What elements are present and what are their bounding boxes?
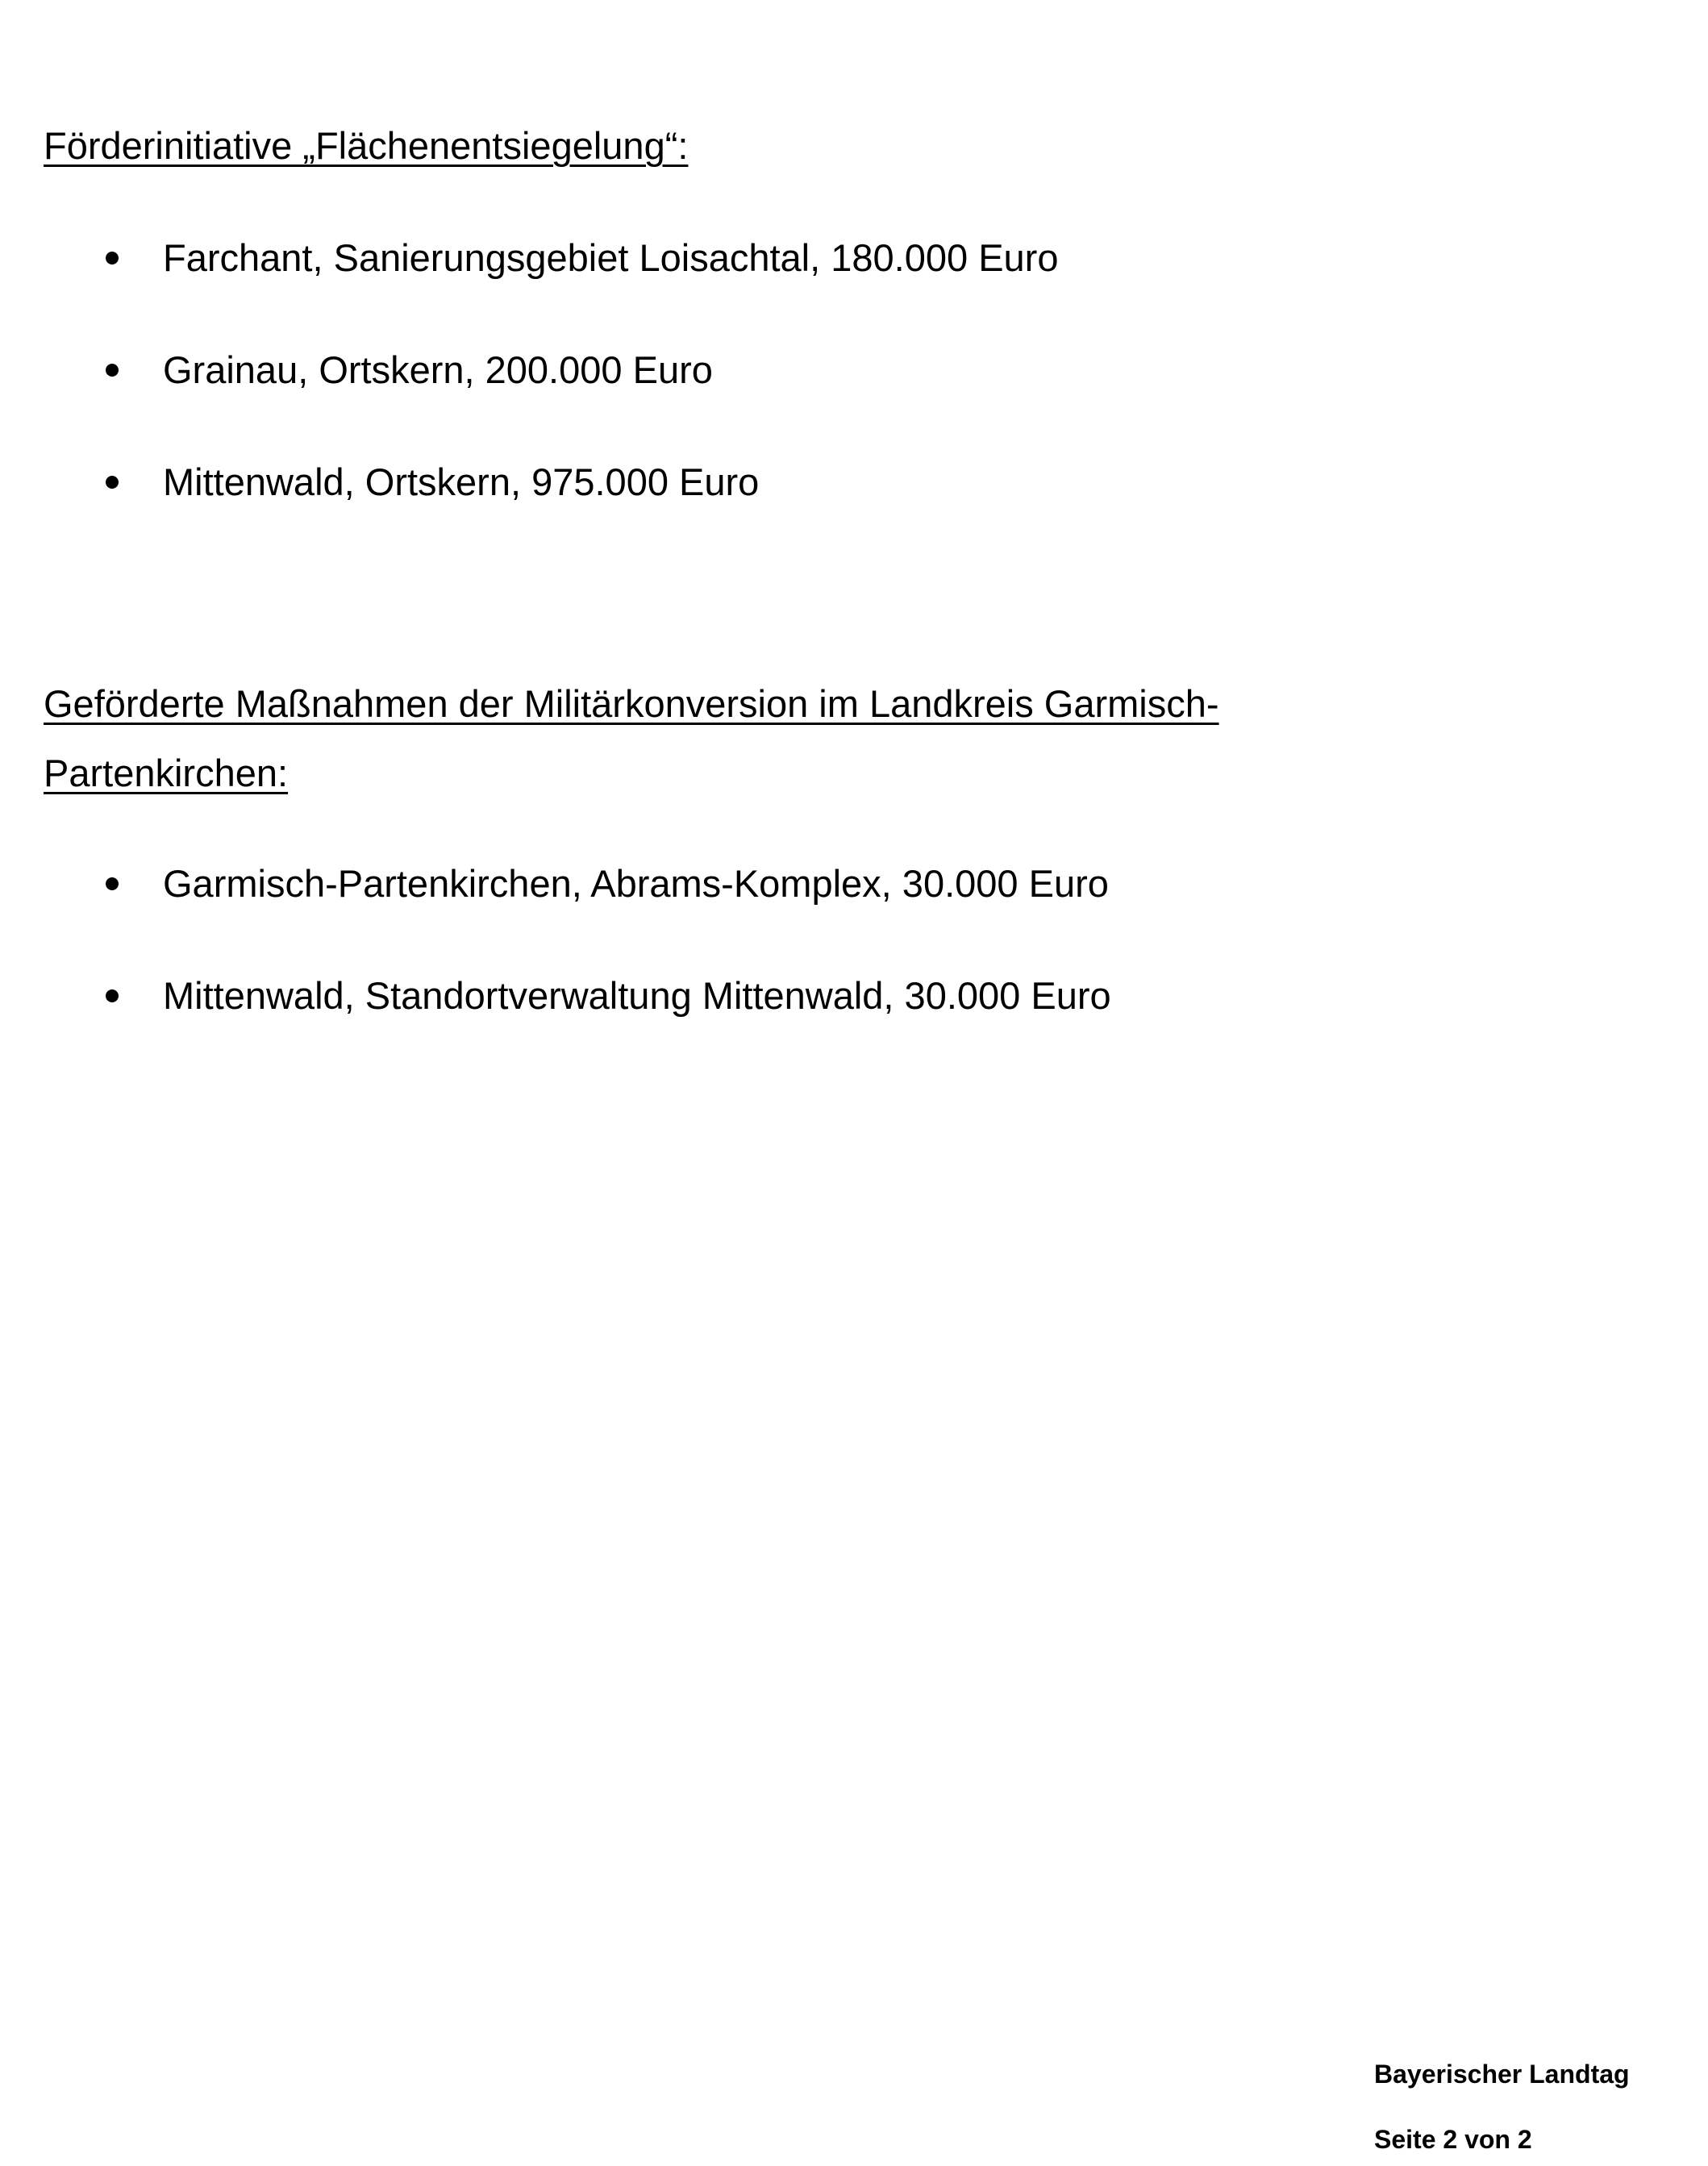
- section-heading-flaechenentsiegelung: [44, 111, 688, 181]
- list-item-text: Mittenwald, Standortverwaltung Mittenwald, 30.000 Euro: [163, 974, 1111, 1017]
- bullet-icon: [106, 364, 119, 377]
- list-item-text: Mittenwald, Ortskern, 975.000 Euro: [163, 460, 760, 503]
- bullet-icon: [106, 476, 119, 489]
- bullet-icon: [106, 877, 119, 890]
- heading-text-line-1: Geförderte Maßnahmen der Militärkonversion im Landkreis Garmisch-: [44, 682, 1219, 725]
- list-item-text: Grainau, Ortskern, 200.000 Euro: [163, 348, 713, 391]
- list-item-text: Farchant, Sanierungsgebiet Loisachtal, 180.000 Euro: [163, 236, 1059, 279]
- section-heading-militaerkonversion: [44, 669, 1219, 808]
- list-item-text: Garmisch-Partenkirchen, Abrams-Komplex, 30.000 Euro: [163, 862, 1109, 905]
- bullet-icon: [106, 989, 119, 1002]
- heading-text: Förderinitiative „Flächenentsiegelung“:: [44, 124, 689, 167]
- footer-organization: Bayerischer Landtag: [1374, 2060, 1630, 2089]
- bullet-icon: [106, 252, 119, 265]
- footer-page-number: Seite 2 von 2: [1374, 2125, 1532, 2154]
- heading-text-line-2: Partenkirchen:: [44, 752, 289, 794]
